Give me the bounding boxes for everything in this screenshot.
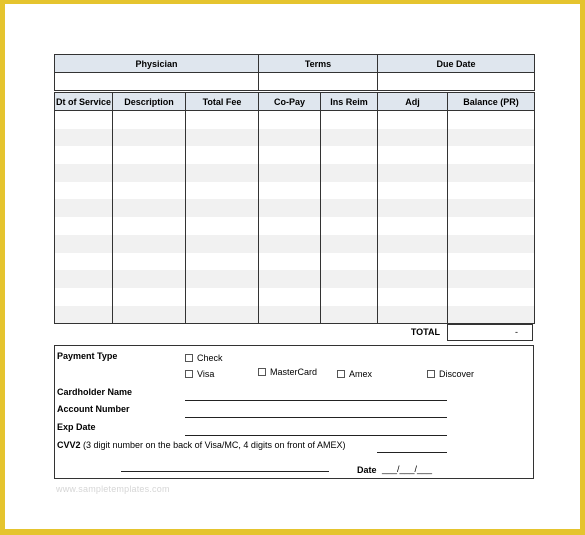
table-cell[interactable] xyxy=(378,164,448,182)
table-cell[interactable] xyxy=(186,235,259,253)
exp-date-line[interactable] xyxy=(185,435,447,436)
discover-option[interactable] xyxy=(427,369,474,379)
table-cell[interactable] xyxy=(186,306,259,324)
table-cell[interactable] xyxy=(186,253,259,271)
table-cell[interactable] xyxy=(321,288,378,306)
exp-date-label: Exp Date xyxy=(57,422,96,432)
table-row xyxy=(55,164,535,182)
mastercard-label: MasterCard xyxy=(270,367,318,377)
watermark: www.sampletemplates.com xyxy=(56,484,170,494)
table-cell[interactable] xyxy=(55,199,113,217)
service-table xyxy=(54,92,535,324)
table-cell[interactable] xyxy=(259,111,321,129)
table-cell[interactable] xyxy=(448,306,535,324)
discover-checkbox[interactable] xyxy=(427,370,435,378)
table-cell[interactable] xyxy=(186,146,259,164)
table-cell[interactable] xyxy=(113,146,186,164)
invoice-header-table xyxy=(54,54,535,91)
table-cell[interactable] xyxy=(321,182,378,200)
table-cell[interactable] xyxy=(55,182,113,200)
table-cell[interactable] xyxy=(448,129,535,147)
table-cell[interactable] xyxy=(378,288,448,306)
table-cell[interactable] xyxy=(55,146,113,164)
cvv-note: (3 digit number on the back of Visa/MC, 4 digits on front of AMEX) xyxy=(80,440,346,450)
table-cell[interactable] xyxy=(378,111,448,129)
table-cell[interactable] xyxy=(259,146,321,164)
table-cell[interactable] xyxy=(55,306,113,324)
table-cell[interactable] xyxy=(378,129,448,147)
table-cell[interactable] xyxy=(186,199,259,217)
cvv-line[interactable] xyxy=(377,452,447,453)
table-cell[interactable] xyxy=(259,182,321,200)
account-label: Account Number xyxy=(57,404,130,414)
col-co-pay: Co-Pay xyxy=(259,93,321,111)
table-row xyxy=(55,235,535,253)
table-cell[interactable] xyxy=(378,182,448,200)
table-row xyxy=(55,129,535,147)
visa-checkbox[interactable] xyxy=(185,370,193,378)
cvv-title: CVV2 xyxy=(57,440,81,450)
discover-label: Discover xyxy=(439,369,475,379)
table-row xyxy=(55,270,535,288)
table-cell[interactable] xyxy=(448,235,535,253)
col-ins-reim: Ins Reim xyxy=(321,93,378,111)
table-cell[interactable] xyxy=(113,270,186,288)
mastercard-checkbox[interactable] xyxy=(258,368,266,376)
table-cell[interactable] xyxy=(55,270,113,288)
table-row xyxy=(55,217,535,235)
table-cell[interactable] xyxy=(321,164,378,182)
table-cell[interactable] xyxy=(55,235,113,253)
table-cell[interactable] xyxy=(113,217,186,235)
physician-field[interactable] xyxy=(55,73,259,91)
table-cell[interactable] xyxy=(259,253,321,271)
table-row xyxy=(55,253,535,271)
check-label: Check xyxy=(197,353,223,363)
total-label: TOTAL xyxy=(410,327,440,337)
mastercard-option[interactable] xyxy=(258,367,317,377)
table-cell[interactable] xyxy=(321,253,378,271)
table-cell[interactable] xyxy=(378,253,448,271)
table-cell[interactable] xyxy=(448,217,535,235)
table-cell[interactable] xyxy=(55,288,113,306)
table-cell[interactable] xyxy=(259,235,321,253)
table-cell[interactable] xyxy=(55,217,113,235)
table-cell[interactable] xyxy=(448,182,535,200)
col-balance: Balance (PR) xyxy=(448,93,535,111)
table-cell[interactable] xyxy=(55,111,113,129)
table-cell[interactable] xyxy=(448,288,535,306)
table-cell[interactable] xyxy=(259,270,321,288)
table-cell[interactable] xyxy=(321,217,378,235)
table-cell[interactable] xyxy=(378,270,448,288)
table-cell[interactable] xyxy=(378,146,448,164)
table-cell[interactable] xyxy=(448,111,535,129)
visa-label: Visa xyxy=(197,369,215,379)
table-cell[interactable] xyxy=(113,288,186,306)
table-cell[interactable] xyxy=(186,111,259,129)
cvv-label xyxy=(57,440,345,450)
table-cell[interactable] xyxy=(55,164,113,182)
table-cell[interactable] xyxy=(113,306,186,324)
amex-label: Amex xyxy=(349,369,373,379)
table-cell[interactable] xyxy=(186,129,259,147)
table-cell[interactable] xyxy=(113,111,186,129)
table-cell[interactable] xyxy=(186,217,259,235)
table-cell[interactable] xyxy=(113,129,186,147)
amex-checkbox[interactable] xyxy=(337,370,345,378)
total-value: - xyxy=(447,324,533,341)
table-row xyxy=(55,182,535,200)
cardholder-label: Cardholder Name xyxy=(57,387,133,397)
table-cell[interactable] xyxy=(259,199,321,217)
table-cell[interactable] xyxy=(448,146,535,164)
table-cell[interactable] xyxy=(259,288,321,306)
date-field[interactable]: ___/___/___ xyxy=(382,464,433,474)
table-cell[interactable] xyxy=(113,182,186,200)
table-row xyxy=(55,306,535,324)
table-header-row xyxy=(55,93,535,111)
table-cell[interactable] xyxy=(186,164,259,182)
table-row xyxy=(55,146,535,164)
terms-field[interactable] xyxy=(259,73,378,91)
table-cell[interactable] xyxy=(259,217,321,235)
signature-line[interactable] xyxy=(121,471,329,472)
physician-header: Physician xyxy=(55,55,259,73)
table-cell[interactable] xyxy=(259,164,321,182)
table-cell[interactable] xyxy=(321,146,378,164)
table-cell[interactable] xyxy=(448,253,535,271)
table-cell[interactable] xyxy=(259,306,321,324)
table-cell[interactable] xyxy=(321,129,378,147)
table-cell[interactable] xyxy=(186,182,259,200)
col-dt-of-service: Dt of Service xyxy=(55,93,113,111)
terms-header: Terms xyxy=(259,55,378,73)
cardholder-line[interactable] xyxy=(185,400,447,401)
table-cell[interactable] xyxy=(321,306,378,324)
visa-option[interactable] xyxy=(185,369,214,379)
table-cell[interactable] xyxy=(113,253,186,271)
table-cell[interactable] xyxy=(378,199,448,217)
table-cell[interactable] xyxy=(378,217,448,235)
table-cell[interactable] xyxy=(321,199,378,217)
table-cell[interactable] xyxy=(321,270,378,288)
table-cell[interactable] xyxy=(186,288,259,306)
amex-option[interactable] xyxy=(337,369,372,379)
col-description: Description xyxy=(113,93,186,111)
table-row xyxy=(55,199,535,217)
due-date-field[interactable] xyxy=(378,73,535,91)
check-checkbox[interactable] xyxy=(185,354,193,362)
table-cell[interactable] xyxy=(448,199,535,217)
table-cell[interactable] xyxy=(186,270,259,288)
col-adj: Adj xyxy=(378,93,448,111)
date-label: Date xyxy=(357,465,377,475)
table-cell[interactable] xyxy=(448,164,535,182)
table-cell[interactable] xyxy=(55,129,113,147)
table-cell[interactable] xyxy=(378,306,448,324)
account-line[interactable] xyxy=(185,417,447,418)
table-cell[interactable] xyxy=(113,199,186,217)
table-cell[interactable] xyxy=(378,235,448,253)
due-date-header: Due Date xyxy=(378,55,535,73)
payment-type-label: Payment Type xyxy=(57,351,118,361)
check-option[interactable] xyxy=(185,353,223,363)
table-row xyxy=(55,288,535,306)
table-cell[interactable] xyxy=(55,253,113,271)
table-cell[interactable] xyxy=(259,129,321,147)
table-cell[interactable] xyxy=(113,164,186,182)
table-row xyxy=(55,111,535,129)
payment-section xyxy=(54,345,534,479)
table-cell[interactable] xyxy=(321,235,378,253)
table-cell[interactable] xyxy=(448,270,535,288)
table-cell[interactable] xyxy=(113,235,186,253)
col-total-fee: Total Fee xyxy=(186,93,259,111)
table-cell[interactable] xyxy=(321,111,378,129)
